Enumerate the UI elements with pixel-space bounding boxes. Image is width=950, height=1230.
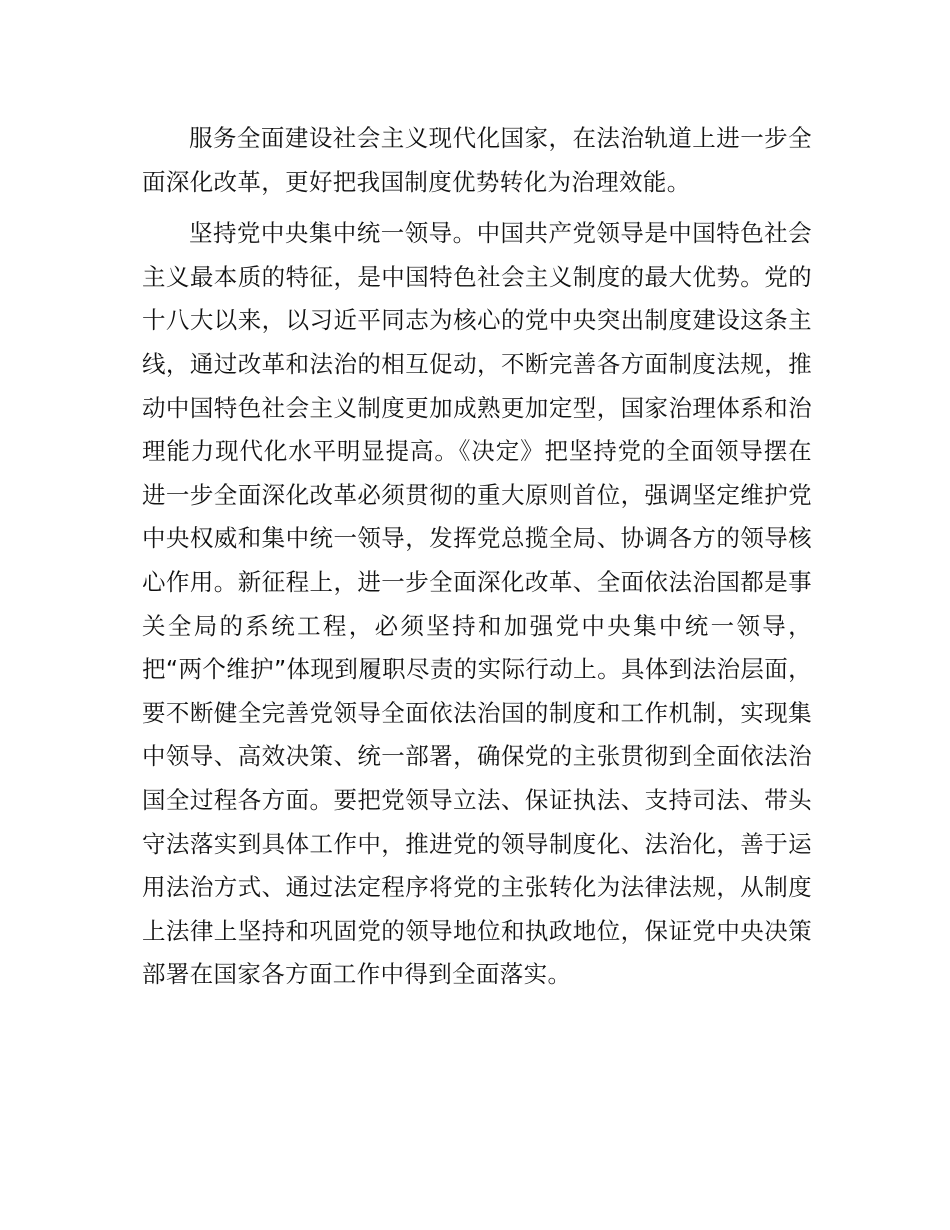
document-body — [142, 117, 812, 997]
paragraph-1: 服务全面建设社会主义现代化国家，在法治轨道上进一步全面深化改革，更好把我国制度优势转化为治理效能。 — [142, 124, 812, 196]
paragraph-2: 坚持党中央集中统一领导。中国共产党领导是中国特色社会主义最本质的特征，是中国特色社会主义制度的最大优势。党的十八大以来，以习近平同志为核心的党中央突出制度建设这条主线，通过改革和法治的相互促动，不断完善各方面制度法规，推动中国特色社会主义制度更加成熟更加定型，国家治理体系和治理能力现代化水平明显提高。《决定》把坚持党的全面领导摆在进一步全面深化改革必须贯彻的重大原则首位，强调坚定维护党中央权威和集中统一领导，发挥党总揽全局、协调各方的领导核心作用。新征程上，进一步全面深化改革、全面依法治国都是事关全局的系统工程，必须坚持和加强党中央集中统一领导，把“两个维护”体现到履职尽责的实际行动上。具体到法治层面，要不断健全完善党领导全面依法治国的制度和工作机制，实现集中领导、高效决策、统一部署，确保党的主张贯彻到全面依法治国全过程各方面。要把党领导立法、保证执法、支持司法、带头守法落实到具体工作中，推进党的领导制度化、法治化，善于运用法治方式、通过法定程序将党的主张转化为法律法规，从制度上法律上坚持和巩固党的领导地位和执政地位，保证党中央决策部署在国家各方面工作中得到全面落实。 — [142, 219, 812, 989]
